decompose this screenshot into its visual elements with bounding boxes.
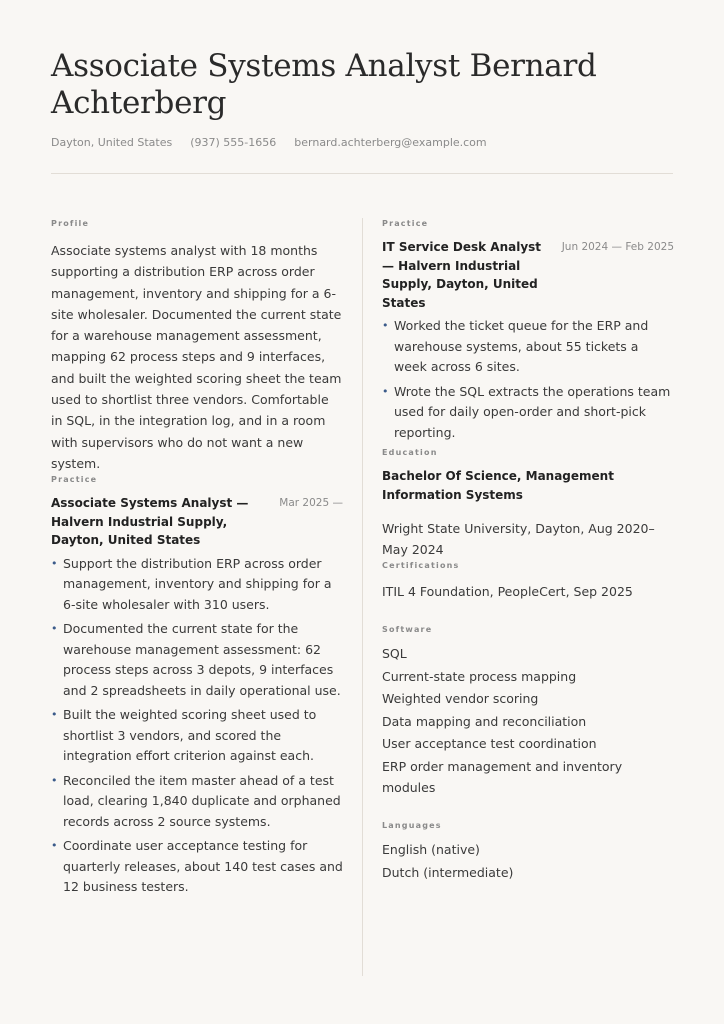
contact-phone: (937) 555-1656 (190, 136, 277, 149)
job-title: IT Service Desk Analyst — Halvern Industrial Supply, Dayton, United States (382, 240, 542, 310)
software-item: Data mapping and reconciliation (382, 713, 587, 729)
job-bullet: • Wrote the SQL extracts the operations team used for daily open-order and short-pick reporting. (382, 382, 674, 444)
left-column (51, 218, 343, 902)
job-bullets (51, 554, 343, 898)
practice-section-right (382, 218, 674, 443)
software-item: Weighted vendor scoring (382, 691, 539, 707)
column-divider (362, 218, 363, 976)
contact-email: bernard.achterberg@example.com (294, 136, 487, 149)
certifications-heading: Certifications (382, 561, 460, 570)
job-dates: Jun 2024 — Feb 2025 (561, 241, 674, 253)
profile-section (51, 218, 343, 474)
practice-heading: Practice (382, 219, 429, 228)
certifications-section (382, 560, 674, 602)
languages-section (382, 820, 674, 883)
language-item: English (native) (382, 842, 480, 858)
job-bullet: • Built the weighted scoring sheet used to shortlist 3 vendors, and scored the integration effort criterion against each. (51, 705, 343, 767)
profile-heading: Profile (51, 219, 90, 228)
education-heading: Education (382, 448, 438, 457)
software-section (382, 624, 674, 798)
job-dates: Mar 2025 — (279, 497, 343, 510)
profile-summary: Associate systems analyst with 18 months supporting a distribution ERP across order management, inventory and shipping for a 6-site wholesaler. Documented the current state for a warehouse management assessment, mapping 62 process steps and 9 interfaces, and built the weighted scoring sheet the team used to shortlist three vendors. Comfortable in SQL, in the integration log, and in a room with supervisors who do not want a new system. (51, 243, 342, 471)
languages-heading: Languages (382, 821, 442, 831)
software-item: Current-state process mapping (382, 668, 577, 684)
practice-heading: Practice (51, 475, 98, 485)
languages-list (382, 840, 674, 883)
job-header (51, 494, 343, 550)
job-bullets (382, 316, 674, 443)
candidate-name: Associate Systems Analyst Bernard Achterberg (51, 48, 597, 121)
education-section (382, 447, 674, 560)
job-title: Associate Systems Analyst — Halvern Industrial Supply, Dayton, United States (51, 496, 249, 548)
job-bullet: • Coordinate user acceptance testing for quarterly releases, about 140 test cases and 12 business testers. (51, 836, 343, 898)
software-item: User acceptance test coordination (382, 736, 597, 752)
certification-item: ITIL 4 Foundation, PeopleCert, Sep 2025 (382, 584, 633, 599)
job-header (382, 238, 674, 312)
language-item: Dutch (intermediate) (382, 864, 514, 880)
software-heading: Software (382, 625, 433, 634)
software-item: ERP order management and inventory modules (382, 758, 623, 795)
education-degree: Bachelor Of Science, Management Information Systems (382, 469, 614, 502)
practice-section-left (51, 474, 343, 898)
software-item: SQL (382, 646, 407, 661)
job-bullet: • Worked the ticket queue for the ERP and warehouse systems, about 55 tickets a week across 6 sites. (382, 316, 674, 378)
right-column (382, 218, 674, 885)
contact-line (51, 136, 505, 149)
job-bullet: • Support the distribution ERP across order management, inventory and shipping for a 6-site wholesaler with 310 users. (51, 554, 343, 616)
job-bullet: • Reconciled the item master ahead of a test load, clearing 1,840 duplicate and orphaned records across 2 source systems. (51, 771, 343, 833)
contact-location: Dayton, United States (51, 136, 173, 149)
software-list (382, 644, 674, 798)
header-divider (51, 173, 673, 174)
education-school: Wright State University, Dayton, Aug 2020–May 2024 (382, 521, 655, 557)
job-bullet: • Documented the current state for the warehouse management assessment: 62 process steps across 3 depots, 9 interfaces and 2 spreadsheets in daily operational use. (51, 619, 343, 701)
